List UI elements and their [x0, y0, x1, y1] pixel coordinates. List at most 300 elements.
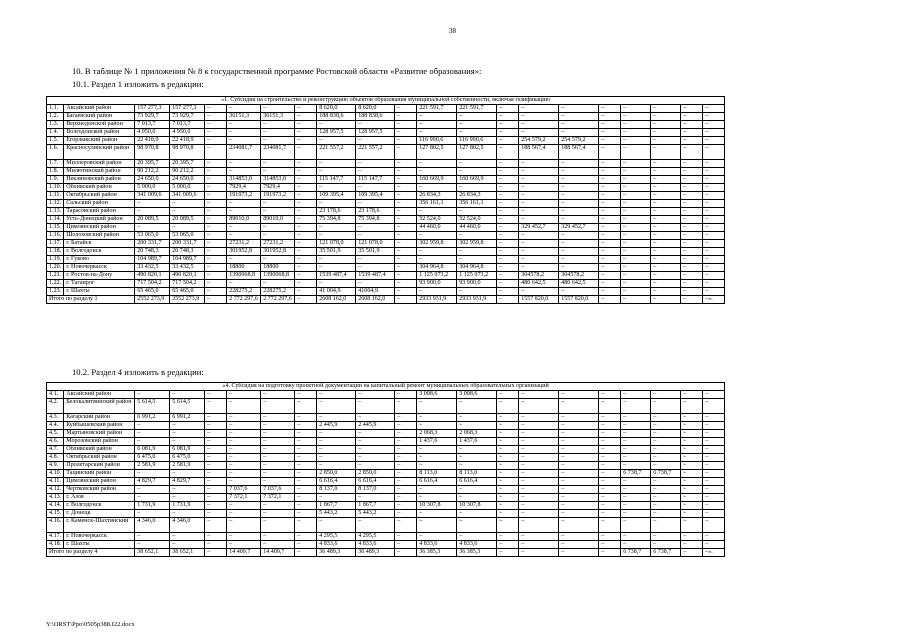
amount-cell: –: [170, 533, 205, 541]
amount-cell: –: [599, 240, 621, 248]
amount-cell: –: [497, 184, 519, 192]
amount-cell: –: [681, 494, 703, 502]
amount-cell: –: [559, 510, 599, 518]
amount-cell: –: [621, 502, 651, 510]
amount-cell: –: [457, 184, 497, 192]
amount-cell: –: [395, 533, 417, 541]
amount-cell: 8 620,0: [356, 105, 395, 113]
row-number: 1.8.: [47, 168, 64, 176]
municipality-name: Сальский район: [64, 200, 135, 208]
section-1-heading: 10.1. Раздел 1 изложить в редакции:: [72, 79, 204, 89]
amount-cell: –: [599, 533, 621, 541]
amount-cell: –: [295, 208, 317, 216]
amount-cell: –: [621, 486, 651, 494]
amount-cell: –: [261, 438, 295, 446]
amount-cell: –: [621, 240, 651, 248]
amount-cell: –: [205, 168, 227, 176]
amount-cell: 4 829,7: [170, 478, 205, 486]
amount-cell: –: [317, 399, 356, 414]
amount-cell: –: [356, 414, 395, 422]
row-number: 4.9.: [47, 462, 64, 470]
amount-cell: –: [205, 208, 227, 216]
amount-cell: –: [651, 105, 681, 113]
amount-cell: –: [681, 184, 703, 192]
amount-cell: –: [519, 105, 559, 113]
amount-cell: –: [205, 414, 227, 422]
amount-cell: –: [295, 541, 317, 549]
amount-cell: –: [227, 510, 261, 518]
amount-cell: –: [559, 184, 599, 192]
amount-cell: 90 212,2: [135, 168, 170, 176]
table-row: [47, 272, 725, 280]
amount-cell: 221 591,7: [457, 105, 497, 113]
amount-cell: 98 970,8: [135, 145, 170, 160]
amount-cell: –: [703, 391, 725, 399]
amount-cell: –: [621, 248, 651, 256]
amount-cell: –: [599, 256, 621, 264]
municipality-name: Пролетарский район: [64, 462, 135, 470]
amount-cell: –: [621, 216, 651, 224]
amount-cell: 314853,0: [261, 176, 295, 184]
amount-cell: –: [295, 391, 317, 399]
amount-cell: –: [261, 137, 295, 145]
amount-cell: –: [457, 422, 497, 430]
amount-cell: –: [621, 533, 651, 541]
amount-cell: –: [356, 430, 395, 438]
amount-cell: –: [519, 533, 559, 541]
amount-cell: 115 147,7: [356, 176, 395, 184]
amount-cell: –: [651, 200, 681, 208]
amount-cell: –: [621, 288, 651, 296]
amount-cell: 200 331,7: [135, 240, 170, 248]
amount-cell: –: [651, 129, 681, 137]
amount-cell: –: [395, 208, 417, 216]
amount-cell: –: [681, 280, 703, 288]
amount-cell: 5 443,2: [356, 510, 395, 518]
amount-cell: 7 372,1: [261, 494, 295, 502]
amount-cell: –: [417, 533, 457, 541]
amount-cell: –: [651, 438, 681, 446]
amount-cell: –: [317, 438, 356, 446]
amount-cell: –: [205, 502, 227, 510]
amount-cell: –: [205, 105, 227, 113]
total-amount-cell: 14 409,7: [227, 549, 261, 557]
amount-cell: –: [651, 478, 681, 486]
amount-cell: –: [681, 462, 703, 470]
municipality-name: Куйбышевский район: [64, 422, 135, 430]
amount-cell: –: [227, 160, 261, 168]
amount-cell: –: [317, 454, 356, 462]
table-row: [47, 256, 725, 264]
amount-cell: 228275,2: [227, 288, 261, 296]
amount-cell: –: [519, 256, 559, 264]
amount-cell: –: [599, 160, 621, 168]
amount-cell: –: [395, 454, 417, 462]
amount-cell: 116 990,6: [457, 137, 497, 145]
amount-cell: –: [651, 121, 681, 129]
amount-cell: –: [703, 145, 725, 160]
amount-cell: 98 970,8: [170, 145, 205, 160]
amount-cell: 301952,8: [227, 248, 261, 256]
table-row: [47, 454, 725, 462]
amount-cell: 4 833,6: [317, 541, 356, 549]
amount-cell: –: [559, 462, 599, 470]
amount-cell: 75 394,8: [356, 216, 395, 224]
municipality-name: г. Новочеркасск: [64, 264, 135, 272]
amount-cell: –: [417, 248, 457, 256]
municipality-name: г. Ростов-на-Дону: [64, 272, 135, 280]
amount-cell: –: [651, 430, 681, 438]
amount-cell: –: [651, 232, 681, 240]
amount-cell: –: [621, 478, 651, 486]
amount-cell: –: [356, 121, 395, 129]
amount-cell: –: [621, 232, 651, 240]
amount-cell: –: [599, 391, 621, 399]
amount-cell: –: [559, 160, 599, 168]
row-number: 1.6.: [47, 145, 64, 160]
page-number: 38: [449, 27, 456, 35]
amount-cell: 22 418,9: [135, 137, 170, 145]
amount-cell: 1 437,6: [457, 438, 497, 446]
amount-cell: 4 829,7: [135, 478, 170, 486]
amount-cell: –: [356, 137, 395, 145]
amount-cell: –: [395, 470, 417, 478]
amount-cell: –: [681, 121, 703, 129]
row-number: 4.7.: [47, 446, 64, 454]
amount-cell: 8 113,0: [417, 470, 457, 478]
amount-cell: 1 125 073,2: [417, 272, 457, 280]
amount-cell: –: [457, 446, 497, 454]
amount-cell: –: [559, 470, 599, 478]
municipality-name: г. Донецк: [64, 510, 135, 518]
total-amount-cell: –: [559, 549, 599, 557]
amount-cell: –: [651, 494, 681, 502]
amount-cell: –: [261, 391, 295, 399]
amount-cell: –: [651, 462, 681, 470]
amount-cell: –: [205, 288, 227, 296]
amount-cell: 160 669,9: [417, 176, 457, 184]
amount-cell: –: [651, 272, 681, 280]
amount-cell: –: [356, 462, 395, 470]
amount-cell: 6 991,2: [170, 414, 205, 422]
amount-cell: 26 834,3: [457, 192, 497, 200]
amount-cell: –: [135, 470, 170, 478]
municipality-name: Неклиновский район: [64, 176, 135, 184]
amount-cell: –: [205, 272, 227, 280]
amount-cell: –: [703, 137, 725, 145]
amount-cell: –: [457, 462, 497, 470]
table-row: [47, 391, 725, 399]
amount-cell: –: [621, 494, 651, 502]
amount-cell: –: [621, 176, 651, 184]
amount-cell: –: [295, 518, 317, 533]
amount-cell: –: [170, 470, 205, 478]
amount-cell: –: [703, 454, 725, 462]
amount-cell: 23 178,6: [317, 208, 356, 216]
amount-cell: 115 147,7: [317, 176, 356, 184]
amount-cell: –: [703, 399, 725, 414]
amount-cell: –: [559, 446, 599, 454]
amount-cell: –: [295, 510, 317, 518]
amount-cell: –: [135, 494, 170, 502]
amount-cell: –: [559, 438, 599, 446]
amount-cell: –: [261, 470, 295, 478]
amount-cell: –: [395, 502, 417, 510]
amount-cell: 302 959,8: [417, 240, 457, 248]
amount-cell: –: [559, 121, 599, 129]
amount-cell: –: [295, 256, 317, 264]
amount-cell: –: [651, 510, 681, 518]
amount-cell: 329 452,7: [519, 224, 559, 232]
amount-cell: –: [205, 129, 227, 137]
amount-cell: –: [681, 192, 703, 200]
amount-cell: –: [205, 264, 227, 272]
amount-cell: –: [417, 129, 457, 137]
municipality-name: Красносулинский район: [64, 145, 135, 160]
amount-cell: 301952,8: [261, 248, 295, 256]
row-number: 4.16.: [47, 518, 64, 533]
row-number: 4.15.: [47, 510, 64, 518]
amount-cell: –: [703, 192, 725, 200]
amount-cell: 23 178,6: [356, 208, 395, 216]
amount-cell: –: [559, 105, 599, 113]
amount-cell: –: [651, 208, 681, 216]
row-number: 1.23.: [47, 288, 64, 296]
municipality-name: Милютинский район: [64, 168, 135, 176]
total-amount-cell: 2 772 297,6: [261, 296, 295, 304]
amount-cell: –: [295, 129, 317, 137]
amount-cell: –: [227, 200, 261, 208]
amount-cell: –: [497, 232, 519, 240]
municipality-name: Обливский район: [64, 446, 135, 454]
amount-cell: –: [621, 137, 651, 145]
amount-cell: 1390068,8: [227, 272, 261, 280]
amount-cell: –: [205, 399, 227, 414]
amount-cell: 20 089,5: [135, 216, 170, 224]
amount-cell: –: [395, 192, 417, 200]
amount-cell: –: [651, 168, 681, 176]
amount-cell: –: [681, 438, 703, 446]
table-row: [47, 533, 725, 541]
amount-cell: 35 501,9: [317, 248, 356, 256]
amount-cell: –: [703, 438, 725, 446]
amount-cell: 4 346,0: [170, 518, 205, 533]
amount-cell: 27231,2: [261, 240, 295, 248]
municipality-name: Обливский район: [64, 184, 135, 192]
amount-cell: –: [205, 280, 227, 288]
amount-cell: –: [205, 160, 227, 168]
table-row: [47, 494, 725, 502]
amount-cell: –: [621, 121, 651, 129]
amount-cell: –: [559, 240, 599, 248]
amount-cell: –: [417, 208, 457, 216]
table-section-header: «1. Субсидия на строительство и реконструкцию объектов образования муниципальной собственности, включая газификацию: [47, 97, 725, 105]
amount-cell: –: [599, 168, 621, 176]
total-amount-cell: –: [497, 549, 519, 557]
municipality-name: Егорлыкский район: [64, 137, 135, 145]
amount-cell: –: [497, 272, 519, 280]
amount-cell: –: [599, 184, 621, 192]
amount-cell: –: [519, 399, 559, 414]
amount-cell: 2 068,3: [457, 430, 497, 438]
amount-cell: –: [295, 184, 317, 192]
amount-cell: –: [317, 391, 356, 399]
amount-cell: –: [519, 494, 559, 502]
amount-cell: –: [599, 486, 621, 494]
amount-cell: 75 394,8: [317, 216, 356, 224]
amount-cell: –: [497, 438, 519, 446]
amount-cell: –: [417, 518, 457, 533]
amount-cell: –: [703, 208, 725, 216]
amount-cell: –: [621, 184, 651, 192]
municipality-name: г. Шахты: [64, 288, 135, 296]
amount-cell: –: [295, 145, 317, 160]
amount-cell: –: [651, 518, 681, 533]
amount-cell: –: [261, 541, 295, 549]
amount-cell: –: [519, 470, 559, 478]
amount-cell: –: [295, 288, 317, 296]
amount-cell: –: [261, 502, 295, 510]
amount-cell: 93 900,0: [457, 280, 497, 288]
amount-cell: –: [170, 510, 205, 518]
municipality-name: г. Гуково: [64, 256, 135, 264]
amount-cell: –: [317, 232, 356, 240]
amount-cell: 6 738,7: [651, 470, 681, 478]
amount-cell: 304 964,8: [417, 264, 457, 272]
municipality-name: Цимлянский район: [64, 478, 135, 486]
amount-cell: –: [356, 391, 395, 399]
table-row: [47, 438, 725, 446]
amount-cell: –: [519, 264, 559, 272]
amount-cell: –: [497, 502, 519, 510]
amount-cell: –: [457, 518, 497, 533]
total-amount-cell: –: [519, 549, 559, 557]
amount-cell: –: [295, 478, 317, 486]
municipality-name: г. Таганрог: [64, 280, 135, 288]
amount-cell: –: [227, 446, 261, 454]
amount-cell: 6 081,9: [170, 446, 205, 454]
amount-cell: 10 307,8: [417, 502, 457, 510]
amount-cell: 1 125 073,2: [457, 272, 497, 280]
municipality-name: Кагарский район: [64, 414, 135, 422]
table-row: [47, 216, 725, 224]
amount-cell: –: [356, 224, 395, 232]
amount-cell: 104 989,7: [135, 256, 170, 264]
amount-cell: –: [559, 430, 599, 438]
amount-cell: –: [651, 192, 681, 200]
row-number: 4.5.: [47, 430, 64, 438]
amount-cell: –: [135, 391, 170, 399]
amount-cell: –: [681, 145, 703, 160]
amount-cell: –: [559, 232, 599, 240]
amount-cell: 254 579,2: [559, 137, 599, 145]
amount-cell: 109 395,4: [356, 192, 395, 200]
amount-cell: –: [227, 121, 261, 129]
amount-cell: –: [703, 176, 725, 184]
amount-cell: 1 867,7: [356, 502, 395, 510]
amount-cell: –: [395, 478, 417, 486]
table-row: [47, 121, 725, 129]
amount-cell: 191973,2: [227, 192, 261, 200]
amount-cell: –: [703, 533, 725, 541]
amount-cell: –: [681, 399, 703, 414]
amount-cell: –: [205, 145, 227, 160]
amount-cell: –: [317, 462, 356, 470]
row-number: 4.11.: [47, 478, 64, 486]
amount-cell: –: [135, 510, 170, 518]
amount-cell: –: [205, 192, 227, 200]
table-row: [47, 288, 725, 296]
table-row: [47, 168, 725, 176]
amount-cell: –: [681, 272, 703, 280]
amount-cell: –: [519, 208, 559, 216]
amount-cell: –: [205, 470, 227, 478]
row-number: 4.1.: [47, 391, 64, 399]
amount-cell: –: [261, 200, 295, 208]
amount-cell: 20 395,7: [135, 160, 170, 168]
amount-cell: –: [559, 248, 599, 256]
amount-cell: 234081,7: [261, 145, 295, 160]
amount-cell: –: [295, 430, 317, 438]
amount-cell: –: [395, 256, 417, 264]
table-section-header: «4. Субсидия на подготовку проектной документации на капитальный ремонт муниципальных образовательных организаций: [47, 383, 725, 391]
amount-cell: –: [205, 391, 227, 399]
amount-cell: –: [703, 184, 725, 192]
amount-cell: –: [295, 446, 317, 454]
amount-cell: –: [651, 224, 681, 232]
amount-cell: –: [681, 454, 703, 462]
amount-cell: –: [356, 256, 395, 264]
amount-cell: –: [417, 256, 457, 264]
amount-cell: –: [261, 422, 295, 430]
amount-cell: –: [651, 541, 681, 549]
row-number: 4.8.: [47, 454, 64, 462]
amount-cell: –: [395, 129, 417, 137]
amount-cell: 44 460,0: [417, 224, 457, 232]
table-row: [47, 240, 725, 248]
amount-cell: –: [519, 391, 559, 399]
row-number: 4.6.: [47, 438, 64, 446]
amount-cell: –: [621, 264, 651, 272]
amount-cell: –: [519, 216, 559, 224]
row-number: 1.17.: [47, 240, 64, 248]
amount-cell: –: [599, 518, 621, 533]
amount-cell: –: [295, 240, 317, 248]
amount-cell: –: [170, 494, 205, 502]
table-row: [47, 280, 725, 288]
amount-cell: –: [497, 494, 519, 502]
amount-cell: –: [205, 256, 227, 264]
amount-cell: –: [227, 280, 261, 288]
amount-cell: –: [519, 129, 559, 137]
amount-cell: –: [651, 240, 681, 248]
amount-cell: –: [227, 462, 261, 470]
amount-cell: –: [497, 280, 519, 288]
amount-cell: –: [356, 518, 395, 533]
row-number: 4.17.: [47, 533, 64, 541]
amount-cell: –: [497, 145, 519, 160]
amount-cell: –: [295, 494, 317, 502]
amount-cell: –: [295, 399, 317, 414]
amount-cell: –: [205, 430, 227, 438]
amount-cell: 6 616,4: [317, 478, 356, 486]
amount-cell: –: [261, 430, 295, 438]
municipality-name: Аксайский район: [64, 391, 135, 399]
municipality-name: Аксайский район: [64, 105, 135, 113]
amount-cell: –: [599, 129, 621, 137]
table-row: [47, 478, 725, 486]
amount-cell: –: [651, 502, 681, 510]
